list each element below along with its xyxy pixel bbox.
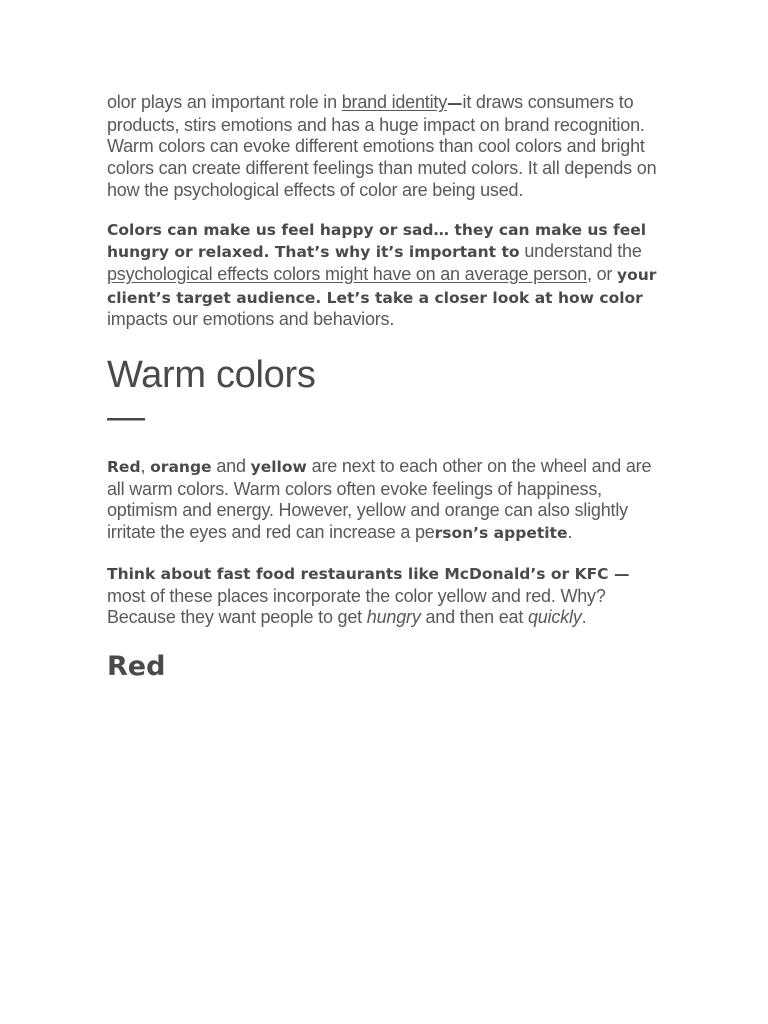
psychological-effects-link[interactable]: psychological effects colors might have on an average person <box>107 263 587 284</box>
fast-food-text-eat: and then eat <box>420 607 528 628</box>
intro-paragraph <box>107 92 667 202</box>
warm-and: and <box>211 456 251 477</box>
intro-em-dash: — <box>447 94 463 112</box>
feelings-text-understand: understand the <box>519 241 642 262</box>
word-quickly: quickly <box>527 607 582 628</box>
heading-divider: — <box>107 396 145 439</box>
word-orange: orange <box>150 458 212 477</box>
warm-colors-heading: Warm colors <box>107 354 316 397</box>
fast-food-bold-lead: Think about fast food restaurants like McDonald’s or KFC — <box>107 564 630 583</box>
fast-food-period: . <box>581 607 587 628</box>
warm-comma: , <box>140 456 151 477</box>
appetite-bold: rson’s appetite <box>434 524 568 543</box>
warm-colors-text: are next to each other on the wheel and are all warm colors. Warm colors often evoke feelings of happiness, optimism and energy. However, yellow and orange can also slightly irritate the eyes and red can increase a pe <box>107 456 652 543</box>
feelings-text-end: impacts our emotions and behaviors. <box>107 309 395 330</box>
feelings-paragraph <box>107 219 667 332</box>
warm-period: . <box>567 522 573 543</box>
word-yellow: yellow <box>250 458 307 477</box>
feelings-bold-audience: your client’s target audience. Let’s take a closer look at how color <box>107 265 657 307</box>
word-red: Red <box>107 458 141 477</box>
fast-food-text: most of these places incorporate the color yellow and red. Why? Because they want people to get <box>107 585 606 628</box>
brand-identity-link[interactable]: brand identity <box>341 92 448 112</box>
feelings-text-or: , or <box>586 263 617 284</box>
warm-colors-paragraph <box>107 456 667 545</box>
fast-food-paragraph <box>107 563 667 629</box>
red-heading: Red <box>107 650 166 682</box>
feelings-bold-lead: Colors can make us feel happy or sad… they can make us feel hungry or relaxed. That’s why it’s important to <box>107 220 647 262</box>
intro-text-start: olor plays an important role in <box>107 92 342 112</box>
article-body <box>107 92 667 684</box>
word-hungry: hungry <box>366 607 421 628</box>
intro-text-rest: it draws consumers to products, stirs emotions and has a huge impact on brand recognition. Warm colors can evoke different emotions than cool colors and bright colors can create different feelings than muted colors. It all depends on how the psychological effects of color are being used. <box>107 92 657 200</box>
